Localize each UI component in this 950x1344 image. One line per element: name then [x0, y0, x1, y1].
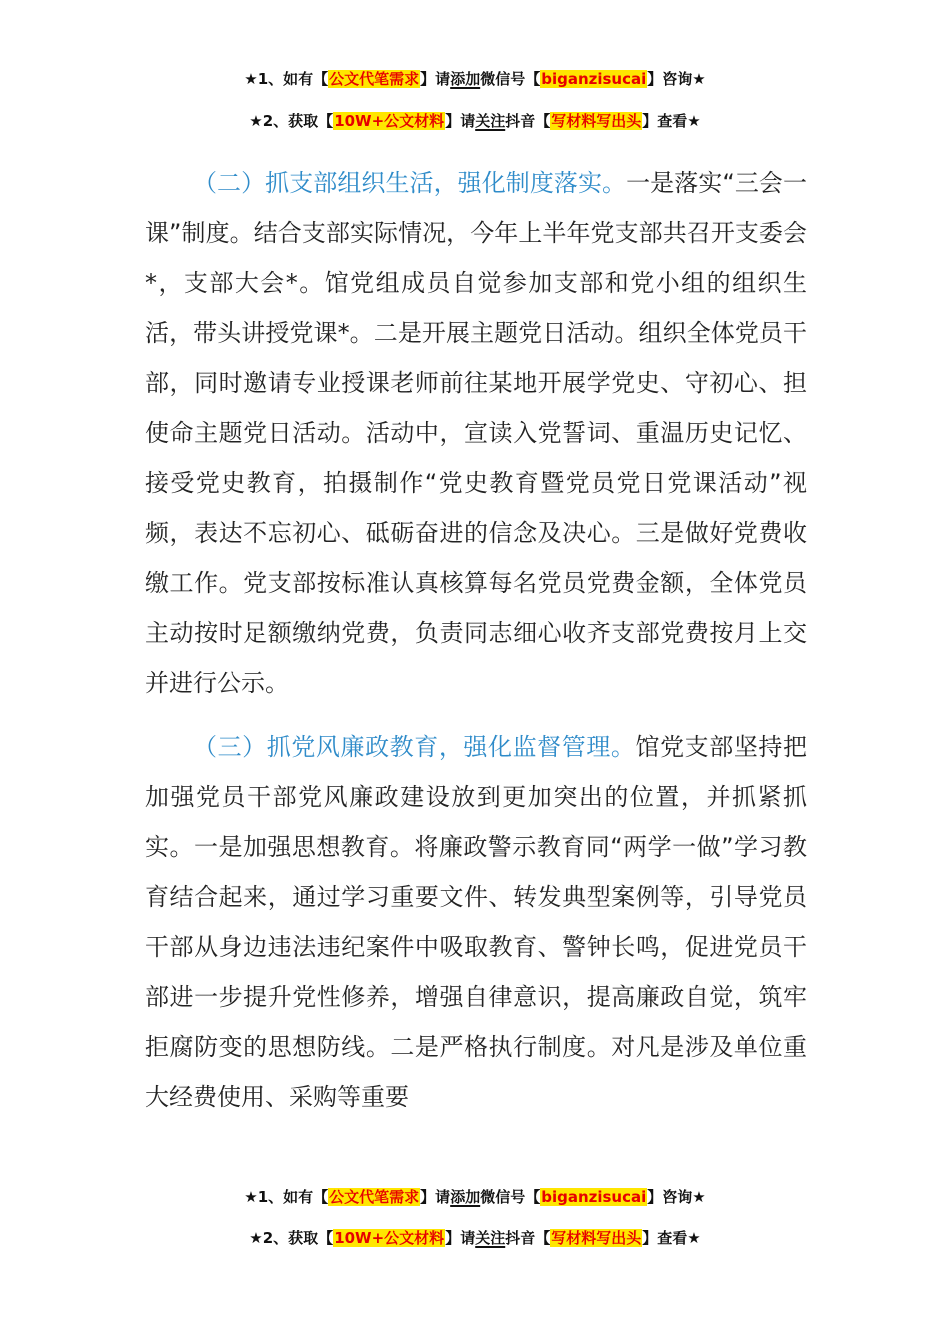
banner-text: 抖音【 [505, 1229, 551, 1247]
banner-underlined-word: 关注 [475, 1229, 506, 1247]
top-banner-line-2 [0, 110, 950, 132]
banner-underlined-word: 关注 [475, 112, 506, 130]
bottom-banner-line-2 [0, 1227, 950, 1249]
bottom-banner-line-1 [0, 1186, 950, 1208]
banner-text: ★2、获取【 [249, 1229, 334, 1247]
banner-text: 】查看★ [642, 112, 701, 130]
banner-highlight-service: 公文代笔需求 [329, 70, 420, 88]
document-body [145, 158, 807, 1122]
banner-text: 】请 [420, 70, 451, 88]
banner-text: 微信号【 [480, 70, 541, 88]
banner-highlight-service: 公文代笔需求 [329, 1188, 420, 1206]
banner-highlight-materials: 10W+公文材料 [334, 112, 445, 130]
section-body: 馆党支部坚持把加强党员干部党风廉政建设放到更加突出的位置，并抓紧抓实。一是加强思想教育。将廉政警示教育同“两学一做”学习教育结合起来，通过学习重要文件、转发典型案例等，引导党员干部从身边违法违纪案件中吸取教育、警钟长鸣，促进党员干部进一步提升党性修养，增强自律意识，提高廉政自觉，筑牢拒腐防变的思想防线。二是严格执行制度。对凡是涉及单位重大经费使用、采购等重要 [145, 733, 807, 1111]
banner-highlight-wechat-id: biganzisucai [541, 1188, 647, 1206]
banner-highlight-douyin-id: 写材料写出头 [551, 1229, 642, 1247]
banner-text: 抖音【 [505, 112, 551, 130]
top-banner-line-1 [0, 68, 950, 90]
banner-text: 】查看★ [642, 1229, 701, 1247]
banner-highlight-wechat-id: biganzisucai [541, 70, 647, 88]
section-paragraph-2 [145, 158, 807, 708]
banner-highlight-materials: 10W+公文材料 [334, 1229, 445, 1247]
banner-text: 】咨询★ [647, 70, 706, 88]
banner-underlined-word: 添加 [450, 70, 481, 88]
banner-text: 】请 [445, 1229, 476, 1247]
banner-underlined-word: 添加 [450, 1188, 481, 1206]
banner-text: ★1、如有【 [244, 1188, 329, 1206]
banner-text: 】咨询★ [647, 1188, 706, 1206]
section-body: 一是落实“三会一课”制度。结合支部实际情况，今年上半年党支部共召开支委会*，支部大会*。馆党组成员自觉参加支部和党小组的组织生活，带头讲授党课*。二是开展主题党日活动。组织全体党员干部，同时邀请专业授课老师前往某地开展学党史、守初心、担使命主题党日活动。活动中，宣读入党誓词、重温历史记忆、接受党史教育，拍摄制作“党史教育暨党员党日党课活动”视频，表达不忘初心、砥砺奋进的信念及决心。三是做好党费收缴工作。党支部按标准认真核算每名党员党费金额，全体党员主动按时足额缴纳党费，负责同志细心收齐支部党费按月上交并进行公示。 [145, 169, 807, 697]
section-heading: （三）抓党风廉政教育，强化监督管理。 [193, 733, 636, 761]
banner-text: 】请 [420, 1188, 451, 1206]
section-heading: （二）抓支部组织生活，强化制度落实。 [193, 169, 627, 197]
banner-text: 微信号【 [480, 1188, 541, 1206]
section-paragraph-3 [145, 722, 807, 1122]
banner-text: ★1、如有【 [244, 70, 329, 88]
banner-highlight-douyin-id: 写材料写出头 [551, 112, 642, 130]
banner-text: 】请 [445, 112, 476, 130]
banner-text: ★2、获取【 [249, 112, 334, 130]
